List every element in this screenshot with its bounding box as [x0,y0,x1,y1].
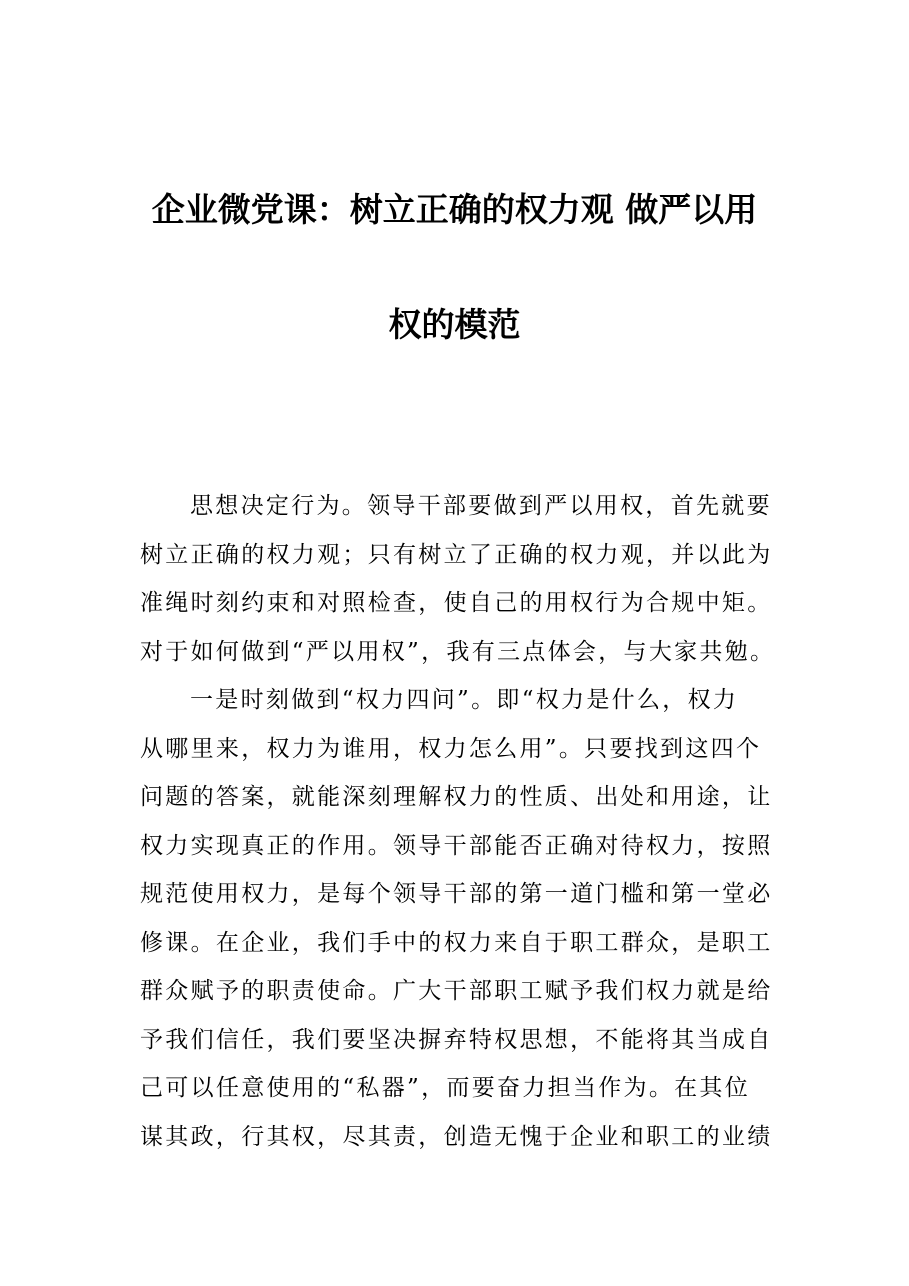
document-title-line-2: 权的模范 [388,305,521,344]
paragraph-line: 树立正确的权力观；只有树立了正确的权力观，并以此为 [140,541,773,568]
paragraph-line: 群众赋予的职责使命。广大干部职工赋予我们权力就是给 [140,978,773,1004]
paragraph-line: 对于如何做到“严以用权”，我有三点体会，与大家共勉。 [140,638,776,665]
paragraph-line: 谋其政，行其权，尽其责，创造无愧于企业和职工的业绩 [140,1123,773,1150]
paragraph-line: 权力实现真正的作用。领导干部能否正确对待权力，按照 [140,832,773,859]
paragraph-line: 予我们信任，我们要坚决摒弃特权思想，不能将其当成自 [140,1026,773,1053]
paragraph-line: 思想决定行为。领导干部要做到严以用权，首先就要 [190,493,772,519]
paragraph-1 [140,482,780,676]
paragraph-line: 修课。在企业，我们手中的权力来自于职工群众，是职工 [140,929,773,956]
paragraph-line: 规范使用权力，是每个领导干部的第一道门槛和第一堂必 [140,881,773,907]
paragraph-line: 问题的答案，就能深刻理解权力的性质、出处和用途，让 [140,784,773,810]
document-title-line-1: 企业微党课：树立正确的权力观 做严以用 [151,190,758,229]
paragraph-2 [140,676,780,1161]
paragraph-line: 从哪里来，权力为谁用，权力怎么用”。只要找到这四个 [140,735,762,762]
paragraph-line: 己可以任意使用的“私器”，而要奋力担当作为。在其位 [140,1075,751,1101]
paragraph-line: 一是时刻做到“权力四问”。即“权力是什么，权力 [190,687,739,713]
paragraph-line: 准绳时刻约束和对照检查，使自己的用权行为合规中矩。 [140,590,773,616]
document-body [140,482,780,1161]
